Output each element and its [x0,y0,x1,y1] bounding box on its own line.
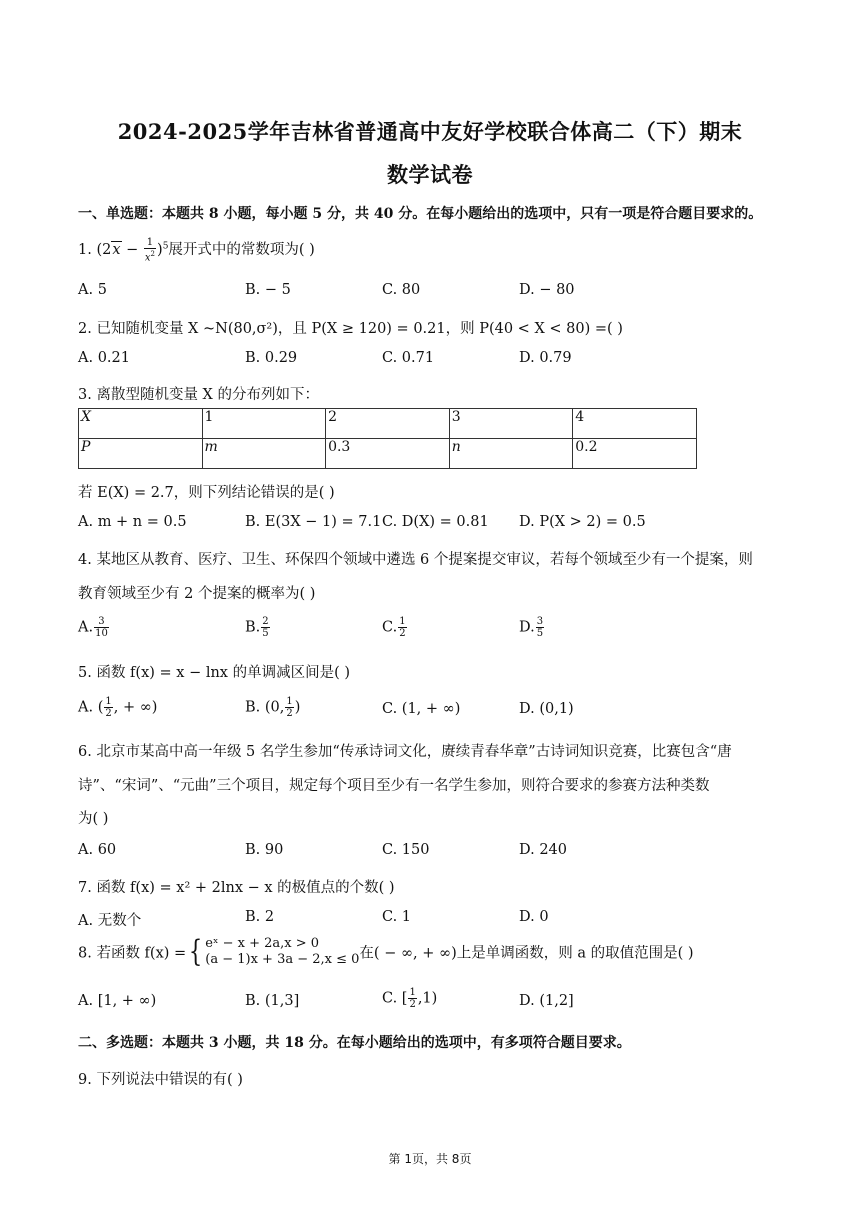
q8-option-b: B. (1,3] [245,993,300,1009]
q1-option-b: B. − 5 [245,282,291,298]
question-6-line1: 6. 北京市某高中高一年级 5 名学生参加“传承诗词文化，赓续青春华章”古诗词知识竞赛，比赛包含“唐 [78,744,732,760]
distribution-table [78,408,697,469]
q6-option-d: D. 240 [519,842,568,858]
q2-option-c: C. 0.71 [382,350,435,366]
section-single-choice: 一、单选题：本题共 8 小题，每小题 5 分，共 40 分。在每小题给出的选项中，只有一项是符合题目要求的。 [78,206,763,222]
table-cell: P [79,439,203,469]
question-4-line1: 4. 某地区从教育、医疗、卫生、环保四个领域中遴选 6 个提案提交审议，若每个领域至少有一个提案，则 [78,552,753,568]
table-cell: n [449,439,573,469]
q7-option-c: C. 1 [382,909,412,925]
q3-option-a: A. m + n = 0.5 [78,514,187,530]
q1-option-d: D. − 80 [519,282,575,298]
q3-option-c: C. D(X) = 0.81 [382,514,489,530]
q7-option-d: D. 0 [519,909,549,925]
q2-option-d: D. 0.79 [519,350,572,366]
q2-option-a: A. 0.21 [78,350,130,366]
q8-option-a: A. [1, + ∞) [78,993,157,1009]
table-cell: m [202,439,326,469]
table-cell: 4 [573,409,697,439]
q7-option-b: B. 2 [245,909,275,925]
exam-title-line1: 2024-2025学年吉林省普通高中友好学校联合体高二（下）期末 [117,119,743,144]
question-3-condition: 若 E(X) = 2.7，则下列结论错误的是( ) [78,485,335,501]
table-cell: X [79,409,203,439]
question-4-line2: 教育领域至少有 2 个提案的概率为( ) [78,586,316,602]
q7-option-a: A. 无数个 [78,913,142,929]
q5-option-c: C. (1, + ∞) [382,701,461,717]
q8-option-c: C. [ $\frac{1}{2}$ ,1) [382,987,438,1010]
table-cell: 0.3 [326,439,450,469]
q6-option-a: A. 60 [78,842,117,858]
exam-title-line2: 数学试卷 [387,162,473,187]
q4-option-d: D. $\frac{3}{5}$ [519,616,544,639]
q5-option-d: D. (0,1) [519,701,574,717]
question-2: 2. 已知随机变量 X ~N(80,σ²)，且 P(X ≥ 120) = 0.21，则 P(40 < X < 80) =( ) [78,321,623,337]
q6-option-c: C. 150 [382,842,430,858]
table-cell: 1 [202,409,326,439]
table-cell: 0.2 [573,439,697,469]
q4-option-a: A. $\frac{3}{10}$ [78,616,108,639]
question-6-line2: 诗”、“宋词”、“元曲”三个项目，规定每个项目至少有一名学生参加，则符合要求的参赛方法种类数 [78,778,710,794]
question-5: 5. 函数 f(x) = x − lnx 的单调减区间是( ) [78,665,351,681]
q4-option-b: B. $\frac{2}{5}$ [245,616,269,639]
question-1-number: 1. [78,242,92,259]
table-cell: 3 [449,409,573,439]
question-3: 3. 离散型随机变量 X 的分布列如下： [78,387,319,403]
section-multiple-choice: 二、多选题：本题共 3 小题，共 18 分。在每小题给出的选项中，有多项符合题目要求。 [78,1035,631,1051]
q5-option-b: B. (0, $\frac{1}{2}$ ) [245,696,301,719]
table-row [79,439,697,469]
q3-option-b: B. E(3X − 1) = 7.1 [245,514,382,530]
table-cell: 2 [326,409,450,439]
q4-option-c: C. $\frac{1}{2}$ [382,616,406,639]
q1-option-a: A. 5 [78,282,107,298]
q8-option-d: D. (1,2] [519,993,574,1009]
fraction: $\frac{1}{x^2}$ [144,237,156,264]
question-7: 7. 函数 f(x) = x² + 2lnx − x 的极值点的个数( ) [78,880,395,896]
q3-option-d: D. P(X > 2) = 0.5 [519,514,646,530]
q5-option-a: A. ( $\frac{1}{2}$ , + ∞) [78,696,158,719]
table-row [79,409,697,439]
q2-option-b: B. 0.29 [245,350,298,366]
q6-option-b: B. 90 [245,842,284,858]
question-9: 9. 下列说法中错误的有( ) [78,1072,243,1088]
question-8: 8. 若函数 f(x) ={ eˣ − x + 2a,x > 0 (a − 1)x + 3a − 2,x ≤ 0 在( − ∞, + ∞)上是单调函数，则 a 的取值范围是( ) [78,934,694,969]
question-1-text: 展开式中的常数项为( ) [168,242,315,259]
piecewise-cases: eˣ − x + 2a,x > 0 (a − 1)x + 3a − 2,x ≤ 0 [205,936,360,967]
page-footer: 第 1页，共 8页 [388,1152,472,1166]
question-1: 1. (2x − $\frac{1}{x^2}$ )$^5$展开式中的常数项为( ) [78,237,315,264]
question-6-line3: 为( ) [78,811,109,827]
brace-icon: { [189,934,203,969]
q1-option-c: C. 80 [382,282,421,298]
